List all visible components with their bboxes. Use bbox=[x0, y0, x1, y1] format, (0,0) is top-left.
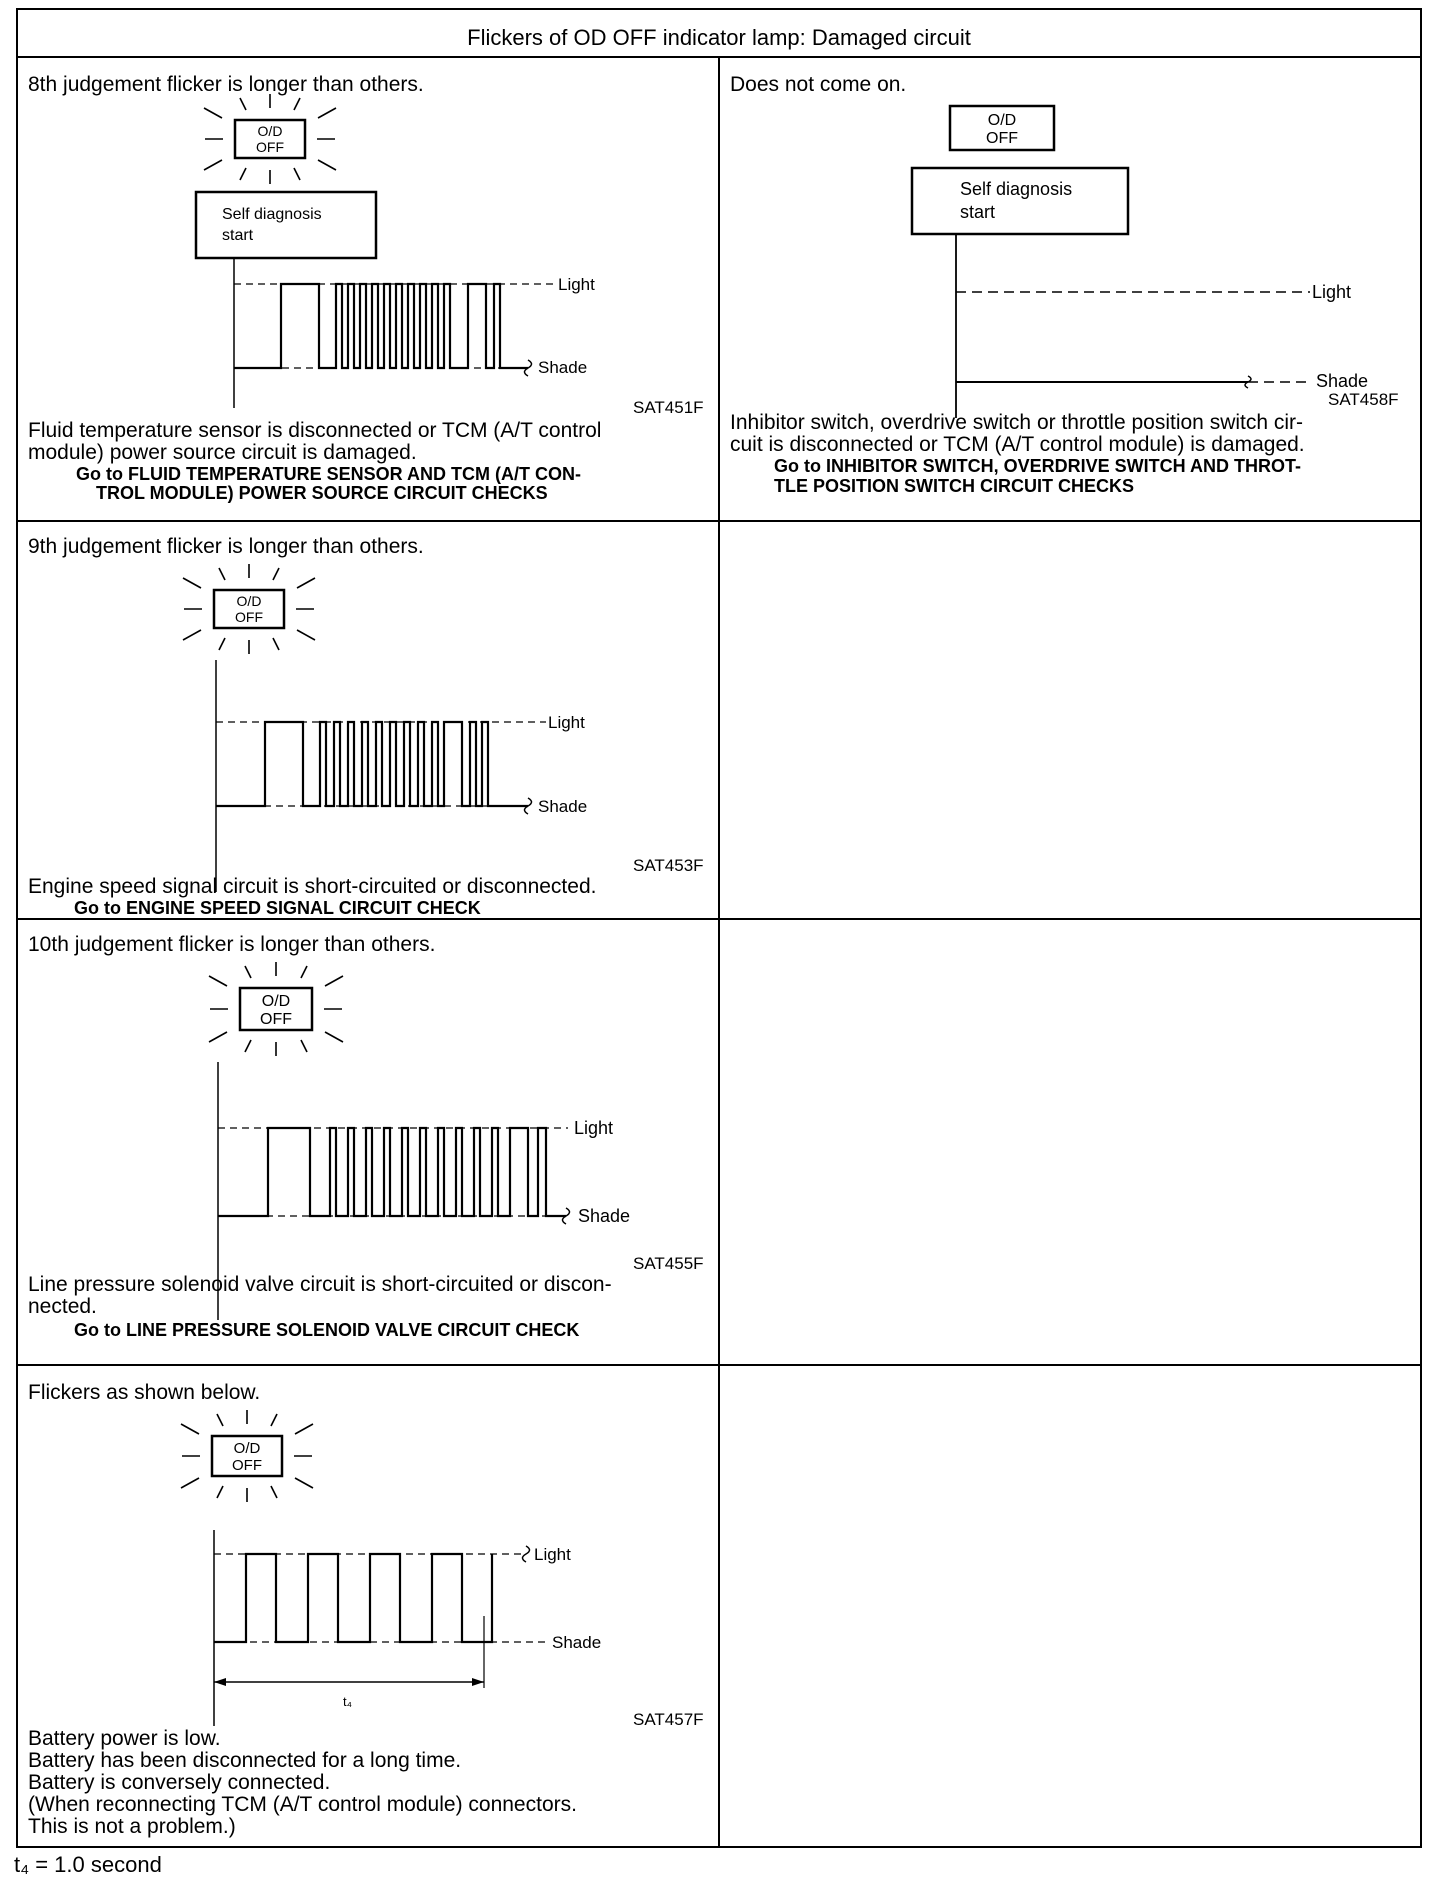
lamp-text-2: OFF bbox=[256, 139, 284, 155]
figure-code: SAT455F bbox=[633, 1254, 704, 1273]
cell-desc-line: module) power source circuit is damaged. bbox=[28, 441, 417, 464]
cell-desc-line: Line pressure solenoid valve circuit is short-circuited or discon- bbox=[28, 1273, 612, 1296]
light-label: Light bbox=[534, 1545, 571, 1564]
cell-desc-line: Battery has been disconnected for a long time. bbox=[28, 1749, 462, 1772]
cell-action-line: Go to FLUID TEMPERATURE SENSOR AND TCM (A/T CON- bbox=[76, 464, 581, 484]
cell-8th-judgement bbox=[18, 58, 718, 520]
cell-desc-line: nected. bbox=[28, 1295, 97, 1318]
cell-desc-line: cuit is disconnected or TCM (A/T control module) is damaged. bbox=[730, 433, 1305, 456]
cell-desc-line: Fluid temperature sensor is disconnected or TCM (A/T control bbox=[28, 419, 602, 442]
self-diagnosis-box bbox=[196, 192, 376, 258]
t4-label: t₄ bbox=[343, 1694, 352, 1709]
lamp-text-1: O/D bbox=[236, 593, 262, 609]
cell-flickers-as-shown bbox=[18, 1366, 718, 1846]
shade-label: Shade bbox=[1316, 371, 1369, 391]
footnote: t₄ = 1.0 second bbox=[14, 1852, 162, 1877]
cell-desc-line: Battery is conversely connected. bbox=[28, 1771, 331, 1794]
cell-desc-line: Battery power is low. bbox=[28, 1727, 221, 1750]
self-diag-label-1: Self diagnosis bbox=[960, 179, 1073, 199]
od-off-lamp-icon bbox=[209, 962, 343, 1056]
cell-heading: Does not come on. bbox=[730, 73, 907, 96]
cell-action-line: Go to ENGINE SPEED SIGNAL CIRCUIT CHECK bbox=[74, 898, 481, 918]
flicker-diagram-9th bbox=[18, 522, 718, 918]
od-off-lamp-icon bbox=[950, 106, 1054, 150]
cell-heading: 9th judgement flicker is longer than others. bbox=[28, 535, 424, 558]
lamp-text-2: OFF bbox=[986, 130, 1018, 147]
self-diag-label-1: Self diagnosis bbox=[222, 206, 322, 223]
shade-label: Shade bbox=[552, 1633, 602, 1652]
cell-heading: 10th judgement flicker is longer than others. bbox=[28, 933, 436, 956]
flicker-waveform bbox=[234, 284, 528, 368]
shade-label: Shade bbox=[538, 358, 588, 377]
lamp-text-1: O/D bbox=[233, 1440, 261, 1457]
table-title: Flickers of OD OFF indicator lamp: Damaged circuit bbox=[467, 25, 971, 50]
od-off-lamp-icon bbox=[204, 94, 336, 184]
od-off-lamp-icon bbox=[181, 1410, 313, 1502]
figure-code: SAT458F bbox=[1328, 390, 1399, 409]
self-diagnosis-box bbox=[912, 168, 1128, 234]
self-diag-label-2: start bbox=[960, 202, 996, 222]
figure-code: SAT457F bbox=[633, 1710, 704, 1729]
lamp-text-2: OFF bbox=[260, 1011, 292, 1028]
lamp-text-1: O/D bbox=[261, 993, 291, 1010]
lamp-text-2: OFF bbox=[232, 1457, 262, 1474]
cell-action-line: TROL MODULE) POWER SOURCE CIRCUIT CHECKS bbox=[96, 483, 548, 503]
flicker-diagram-10th bbox=[18, 920, 718, 1364]
cell-desc-line: Engine speed signal circuit is short-circuited or disconnected. bbox=[28, 875, 597, 898]
cell-action-line: Go to LINE PRESSURE SOLENOID VALVE CIRCUIT CHECK bbox=[74, 1320, 580, 1340]
shade-label: Shade bbox=[578, 1206, 631, 1226]
cell-desc-line: This is not a problem.) bbox=[28, 1815, 236, 1838]
od-off-lamp-icon bbox=[183, 564, 315, 654]
light-label: Light bbox=[548, 713, 585, 732]
cell-action-line: TLE POSITION SWITCH CIRCUIT CHECKS bbox=[774, 476, 1134, 496]
cell-desc-line: (When reconnecting TCM (A/T control module) connectors. bbox=[28, 1793, 577, 1816]
figure-code: SAT453F bbox=[633, 856, 704, 875]
lamp-text-2: OFF bbox=[235, 609, 263, 625]
flicker-waveform bbox=[214, 1554, 492, 1642]
cell-heading: 8th judgement flicker is longer than others. bbox=[28, 73, 424, 96]
cell-heading: Flickers as shown below. bbox=[28, 1381, 261, 1404]
light-label: Light bbox=[574, 1118, 614, 1138]
lamp-text-1: O/D bbox=[987, 112, 1017, 129]
cell-does-not-come-on bbox=[720, 58, 1420, 520]
flicker-waveform bbox=[218, 1128, 566, 1216]
cell-desc-line: Inhibitor switch, overdrive switch or throttle position switch cir- bbox=[730, 411, 1304, 434]
light-label: Light bbox=[558, 275, 595, 294]
cell-9th-judgement bbox=[18, 522, 718, 918]
cell-action-line: Go to INHIBITOR SWITCH, OVERDRIVE SWITCH AND THROT- bbox=[774, 456, 1301, 476]
figure-code: SAT451F bbox=[633, 398, 704, 417]
diagnosis-table bbox=[16, 8, 1422, 1848]
shade-label: Shade bbox=[538, 797, 588, 816]
light-label: Light bbox=[1312, 282, 1352, 302]
cell-10th-judgement bbox=[18, 920, 718, 1364]
lamp-text-1: O/D bbox=[257, 123, 283, 139]
flicker-waveform bbox=[216, 722, 528, 806]
self-diag-label-2: start bbox=[222, 227, 254, 244]
